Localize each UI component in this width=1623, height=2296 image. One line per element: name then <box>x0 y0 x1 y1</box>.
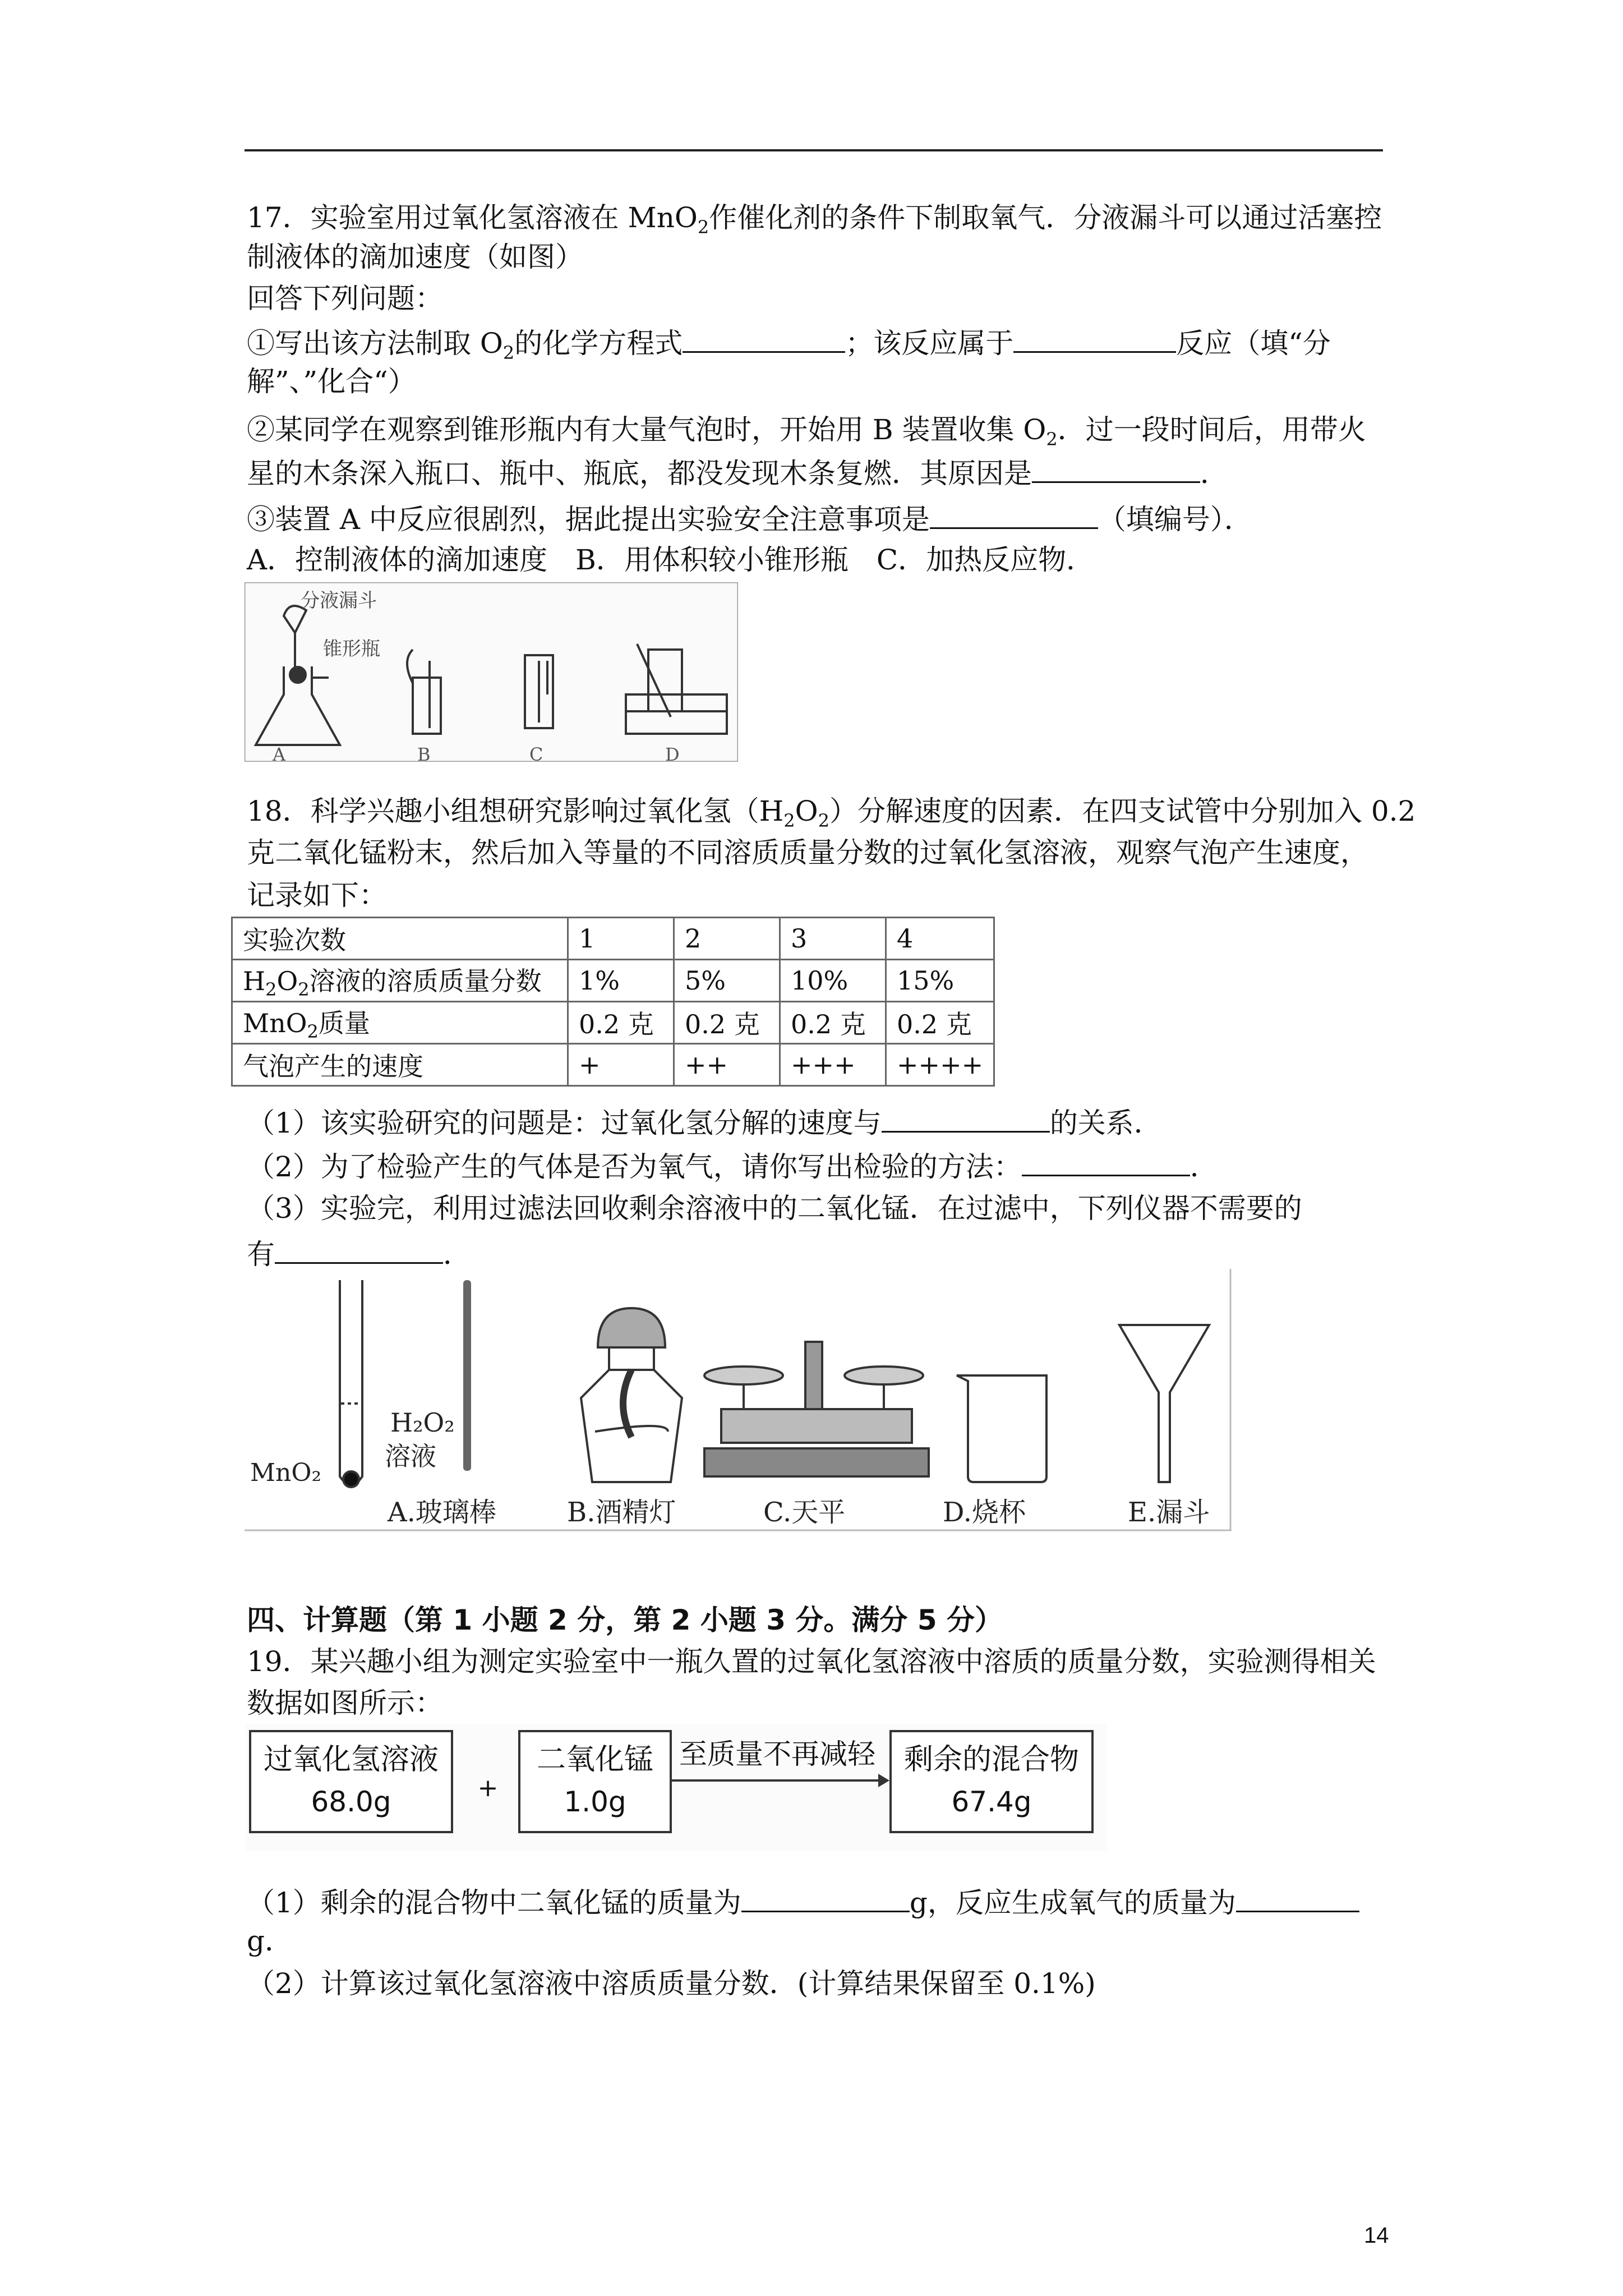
header-rule <box>245 149 1383 151</box>
label-glass-rod: A.玻璃棒 <box>388 1497 496 1528</box>
label-flask: 锥形瓶 <box>323 638 380 660</box>
q19-line2: 数据如图所示： <box>247 1687 443 1719</box>
q18-instruments-figure <box>245 1269 1232 1533</box>
q18-sub3: （3）实验完，利用过滤法回收剩余溶液中的二氧化锰．在过滤中，下列仪器不需要的 <box>247 1192 1302 1225</box>
q17-options: A．控制液体的滴加速度 B．用体积较小锥形瓶 C．加热反应物． <box>247 544 1095 576</box>
q17-part1-cont: 解”、”化合“） <box>247 365 416 398</box>
label-a: A <box>273 744 286 762</box>
label-funnel: 分液漏斗 <box>301 590 377 612</box>
q19-sub1-cont: g． <box>247 1925 293 1957</box>
alcohol-lamp-icon <box>581 1308 682 1482</box>
q18-line1: 18．科学兴趣小组想研究影响过氧化氢$(H_2O_2)$分解速度的因素．在四支试管中分别加入 0.2 <box>247 795 1416 831</box>
table-row: MnO$_2$质量 0.2 克 0.2 克 0.2 克 0.2 克 <box>232 1002 994 1044</box>
answer-blank[interactable] <box>1032 453 1200 483</box>
svg-text:67.4g: 67.4g <box>951 1786 1032 1818</box>
page-number: 14 <box>1364 2223 1389 2248</box>
experiment-table <box>231 917 995 1087</box>
q19-sub2: （2）计算该过氧化氢溶液中溶质质量分数．(计算结果保留至 0.1%) <box>247 1967 1096 2000</box>
q19-flow-diagram <box>245 1724 1108 1853</box>
label-mno2: MnO₂ <box>250 1458 322 1487</box>
q17-part2: ②某同学在观察到锥形瓶内有大量气泡时，开始用 B 装置收集 $O_2$．过一段时间后，用带火 <box>247 413 1366 450</box>
label-beaker: D.烧杯 <box>943 1497 1026 1528</box>
label-b: B <box>417 744 431 762</box>
label-funnel: E.漏斗 <box>1128 1497 1210 1528</box>
answer-blank[interactable] <box>1236 1883 1359 1912</box>
label-d: D <box>665 744 680 762</box>
table-row: 气泡产生的速度 + ++ +++ ++++ <box>232 1044 994 1086</box>
svg-text:过氧化氢溶液: 过氧化氢溶液 <box>263 1743 439 1777</box>
q17-line2: 制液体的滴加速度（如图） <box>247 241 583 273</box>
funnel-icon <box>1119 1325 1209 1482</box>
label-h2o2: H₂O₂ <box>390 1407 455 1438</box>
answer-blank[interactable] <box>275 1234 443 1264</box>
answer-blank[interactable] <box>741 1883 910 1912</box>
answer-blank[interactable] <box>930 499 1098 529</box>
label-c: C <box>529 744 543 762</box>
flow-box-mno2 <box>519 1731 671 1832</box>
table-row: $H_2O_2$溶液的溶质质量分数 1% 5% 10% 15% <box>232 960 994 1002</box>
beaker-icon <box>957 1375 1046 1482</box>
arrow-label: 至质量不再减轻 <box>679 1738 875 1770</box>
section4-heading: 四、计算题（第 1 小题 2 分，第 2 小题 3 分。满分 5 分） <box>247 1604 1003 1636</box>
svg-text:剩余的混合物: 剩余的混合物 <box>903 1743 1080 1777</box>
answer-blank[interactable] <box>683 323 845 353</box>
flow-box-remaining <box>891 1731 1092 1832</box>
q18-line3: 记录如下： <box>247 879 387 912</box>
q18-sub1: （1）该实验研究的问题是：过氧化氢分解的速度与 的关系． <box>247 1103 1162 1141</box>
answer-blank[interactable] <box>882 1103 1050 1133</box>
q17-part3: ③装置 A 中反应很剧烈，据此提出实验安全注意事项是 （填编号）． <box>247 499 1252 537</box>
plus-sign: + <box>477 1774 499 1802</box>
q18-sub3-cont: 有 ． <box>247 1234 471 1272</box>
q17-line1: 17．实验室用过氧化氢溶液在 MnO$_2$作催化剂的条件下制取氧气．分液漏斗可以通过活塞控 <box>247 201 1382 238</box>
svg-text:二氧化锰: 二氧化锰 <box>536 1743 654 1777</box>
label-solution: 溶液 <box>385 1441 436 1471</box>
q17-part1: ①写出该方法制取 $O_2$的化学方程式 ；该反应属于 反应（填“分 <box>247 323 1331 371</box>
answer-blank[interactable] <box>1013 323 1176 353</box>
label-alcohol-lamp: B.酒精灯 <box>567 1497 676 1528</box>
balance-icon <box>704 1342 929 1476</box>
flow-box-peroxide <box>250 1731 452 1832</box>
q17-line3: 回答下列问题： <box>247 282 443 315</box>
label-balance: C.天平 <box>763 1497 846 1528</box>
q17-apparatus-figure <box>245 582 738 762</box>
q18-sub2: （2）为了检验产生的气体是否为氧气，请你写出检验的方法： ． <box>247 1147 1218 1185</box>
table-row: 实验次数 1 2 3 4 <box>232 918 994 960</box>
glass-rod-icon <box>463 1280 471 1471</box>
q17-part2-cont: 星的木条深入瓶口、瓶中、瓶底，都没发现木条复燃．其原因是 ． <box>247 453 1228 491</box>
q19-line1: 19．某兴趣小组为测定实验室中一瓶久置的过氧化氢溶液中溶质的质量分数，实验测得相关 <box>247 1645 1376 1678</box>
test-tube-icon <box>340 1280 362 1487</box>
svg-text:68.0g: 68.0g <box>311 1786 391 1818</box>
answer-blank[interactable] <box>1022 1147 1190 1176</box>
svg-text:1.0g: 1.0g <box>564 1786 626 1818</box>
q18-line2: 克二氧化锰粉末，然后加入等量的不同溶质质量分数的过氧化氢溶液，观察气泡产生速度， <box>247 836 1368 869</box>
q19-sub1: （1）剩余的混合物中二氧化锰的质量为 g，反应生成氧气的质量为 <box>247 1883 1359 1921</box>
